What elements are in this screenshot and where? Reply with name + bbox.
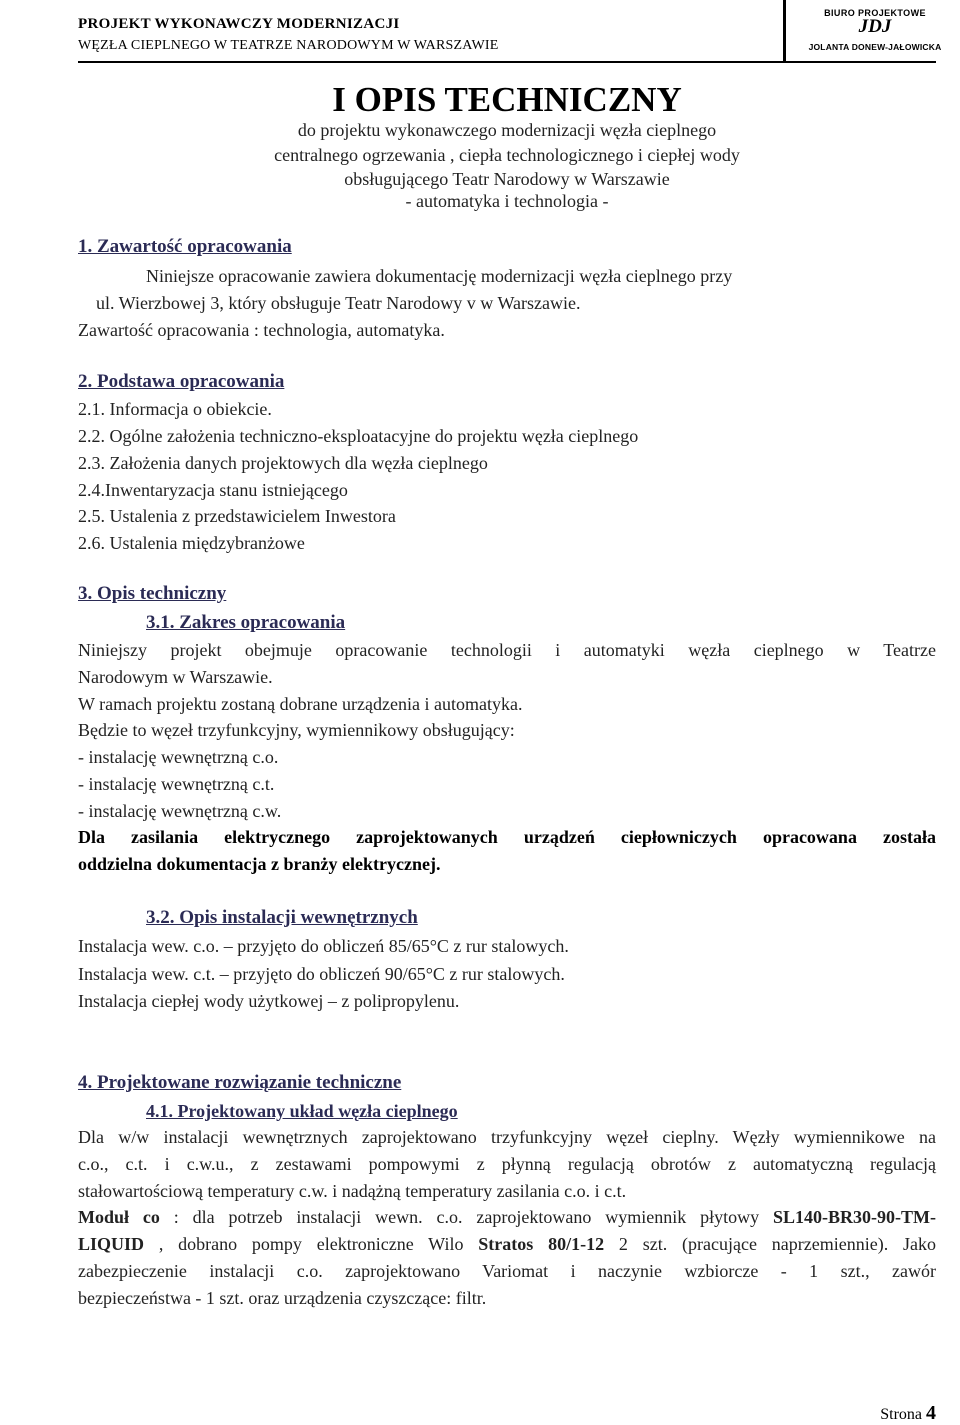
installation-line: Instalacja ciepłej wody użytkowej – z polipropylenu. [78, 991, 460, 1011]
header-project-subtitle: WĘZŁA CIEPLNEGO W TEATRZE NARODOWYM W WARSZAWIE [78, 38, 499, 53]
section-3-2-heading: 3.2. Opis instalacji wewnętrznych [146, 907, 418, 928]
header-divider [783, 0, 786, 62]
module-co-text: , dobrano pompy elektroniczne Wilo [144, 1234, 479, 1254]
section-1-paragraph: Niniejsze opracowanie zawiera dokumentację modernizacji węzła cieplnego przy [146, 266, 733, 286]
section-3-1-paragraph: Niniejszy projekt obejmuje opracowanie technologii i automatyki węzła cieplnego w Teatrze [78, 640, 936, 660]
module-co-label: Moduł co [78, 1207, 160, 1227]
module-co-line: zabezpieczenie instalacji c.o. zaprojektowano Variomat i naczynie wzbiorcze - 1 szt., zawór [78, 1261, 936, 1281]
subtitle-line: do projektu wykonawczego modernizacji węzła cieplnego [297, 120, 717, 140]
section-2-item: 2.1. Informacja o obiekcie. [78, 399, 272, 419]
logo-owner-name: JOLANTA DONEW-JAŁOWICKA [808, 42, 942, 52]
section-1-paragraph: ul. Wierzbowej 3, który obsługuje Teatr Narodowy v w Warszawie. [96, 293, 581, 313]
section-1-paragraph: Zawartość opracowania : technologia, automatyka. [78, 320, 445, 340]
section-4-heading: 4. Projektowane rozwiązanie techniczne [78, 1072, 402, 1093]
module-co-line [78, 1234, 936, 1255]
installation-line: Instalacja wew. c.o. – przyjęto do obliczeń 85/65°C z rur stalowych. [78, 936, 569, 956]
list-item: - instalację wewnętrzną c.o. [78, 747, 279, 767]
section-2-item: 2.4.Inwentaryzacja stanu istniejącego [78, 480, 348, 500]
header-project-title: PROJEKT WYKONAWCZY MODERNIZACJI [78, 16, 400, 32]
electrical-note: oddzielna dokumentacja z branży elektrycznej. [78, 854, 441, 874]
page-footer [880, 1402, 936, 1425]
subtitle-line: - automatyka i technologia - [405, 191, 609, 211]
section-2-item: 2.2. Ogólne założenia techniczno-eksploatacyjne do projektu węzła cieplnego [78, 426, 639, 446]
document-title: I OPIS TECHNICZNY [332, 80, 682, 119]
module-co-text: 2 szt. (pracujące naprzemiennie). Jako [604, 1234, 936, 1254]
section-3-1-paragraph: Narodowym w Warszawie. [78, 667, 273, 687]
section-2-item: 2.6. Ustalenia międzybranżowe [78, 533, 305, 553]
section-2-heading: 2. Podstawa opracowania [78, 371, 285, 392]
section-4-1-paragraph: stałowartościową temperatury c.w. i nadążną temperatury zasilania c.o. i c.t. [78, 1181, 627, 1201]
section-3-1-heading: 3.1. Zakres opracowania [146, 612, 346, 633]
section-3-1-paragraph: Będzie to węzeł trzyfunkcyjny, wymiennikowy obsługujący: [78, 720, 515, 740]
module-co-text: : dla potrzeb instalacji wewn. c.o. zaprojektowano wymiennik płytowy [159, 1207, 773, 1227]
list-item: - instalację wewnętrzną c.t. [78, 774, 275, 794]
exchanger-model: LIQUID [78, 1234, 145, 1254]
section-3-1-paragraph: W ramach projektu zostaną dobrane urządzenia i automatyka. [78, 694, 523, 714]
electrical-note: Dla zasilania elektrycznego zaprojektowanych urządzeń ciepłowniczych opracowana została [78, 827, 936, 847]
section-2-item: 2.5. Ustalenia z przedstawicielem Inwestora [78, 506, 396, 526]
section-4-1-paragraph: Dla w/w instalacji wewnętrznych zaprojektowano trzyfunkcyjny węzeł cieplny. Węzły wymiennikowe na [78, 1127, 936, 1147]
page-number: 4 [926, 1402, 936, 1424]
exchanger-model: SL140-BR30-90-TM- [772, 1207, 936, 1227]
logo-mark: JDJ [858, 16, 892, 37]
section-3-heading: 3. Opis techniczny [78, 583, 227, 604]
section-4-1-heading: 4.1. Projektowany układ węzła cieplnego [146, 1101, 458, 1121]
pump-model: Stratos 80/1-12 [478, 1234, 605, 1254]
logo-office-label: BIURO PROJEKTOWE [824, 8, 926, 18]
module-co-line [78, 1207, 936, 1228]
section-4-1-paragraph: c.o., c.t. i c.w.u., z zestawami pompowymi z płynną regulacją obrotów z automatyczną regulacją [78, 1154, 936, 1174]
page-label: Strona [880, 1406, 922, 1423]
list-item: - instalację wewnętrzną c.w. [78, 801, 282, 821]
installation-line: Instalacja wew. c.t. – przyjęto do obliczeń 90/65°C z rur stalowych. [78, 964, 565, 984]
header-rule [78, 61, 936, 63]
section-1-heading: 1. Zawartość opracowania [78, 236, 292, 257]
section-2-item: 2.3. Założenia danych projektowych dla węzła cieplnego [78, 453, 488, 473]
subtitle-line: obsługującego Teatr Narodowy w Warszawie [344, 169, 670, 189]
module-co-line: bezpieczeństwa - 1 szt. oraz urządzenia czyszczące: filtr. [78, 1288, 487, 1308]
subtitle-line: centralnego ogrzewania , ciepła technologicznego i ciepłej wody [274, 145, 740, 165]
